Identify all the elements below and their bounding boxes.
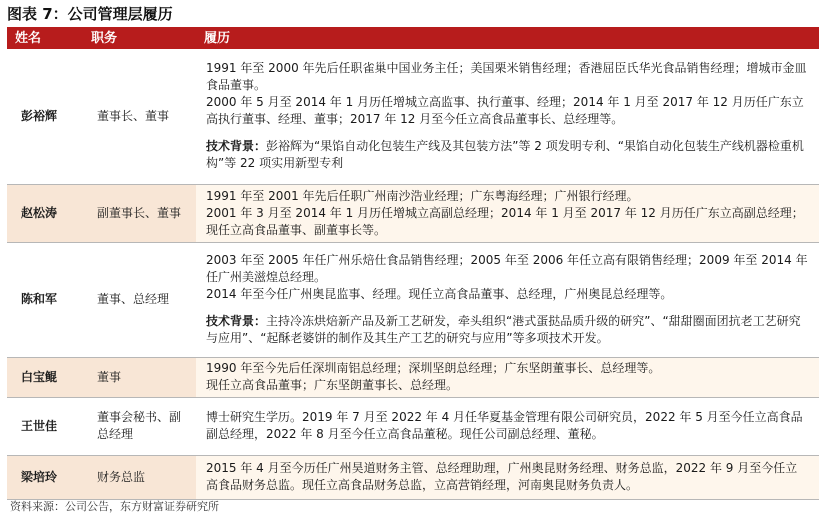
exec-name: 梁培玲 [7,455,83,499]
table-row [7,184,819,242]
exec-position: 董事 [83,357,196,397]
tech-background-text: 主持冷冻烘焙新产品及新工艺研发，牵头组织“港式蛋挞品质升级的研究”、“甜甜圈面团抗老工艺研究与应用”、“起酥老婆饼的制作及其生产工艺的研究与应用”等多项技术开发。 [206,314,801,345]
table-row [7,397,819,455]
exec-name: 陈和军 [7,242,83,357]
header-name: 姓名 [7,29,83,49]
tech-background-text: 彭裕辉为“果馅自动化包装生产线及其包装方法”等 2 项发明专利、“果馅自动化包装生产线机器检重机构”等 22 项实用新型专利 [206,139,804,171]
exec-position: 副董事长、董事 [83,184,196,242]
bio-paragraph: 1991 年至 2000 年先后任职雀巢中国业务主任；美国栗米销售经理；香港屈臣氏华光食品销售经理；增城市金皿食品董事。 [206,61,807,93]
bio-paragraph: 1991 年至 2001 年先后任职广州南沙浩业经理；广东粤海经理；广州银行经理。 [206,188,639,203]
exec-name: 白宝鲲 [7,357,83,397]
exec-bio [196,184,819,242]
bio-tech-paragraph [206,138,809,172]
table-row [7,455,819,499]
bio-paragraph: 2003 年至 2005 年任广州乐焙仕食品销售经理；2005 年至 2006 年任立高有限销售经理；2009 年至 2014 年任广州美滋煌总经理。 [206,253,808,284]
bio-paragraph: 2000 年 5 月至 2014 年 1 月历任增城立高监事、执行董事、经理；2014 年 1 月至 2017 年 12 月历任广东立高执行董事、经理、董事；2017 年 12 月至今任立高食品董事长、总经理等。 [206,95,804,127]
bio-paragraph: 2015 年 4 月至今历任广州昊道财务主管、总经理助理，广州奥昆财务经理、财务总监，2022 年 9 月至今任立高食品财务总监。现任立高食品财务总监，立高营销经理，河南奥昆财务负责人。 [206,461,798,492]
exec-position: 财务总监 [83,455,196,499]
bio-paragraph: 2014 年至今任广州奥昆监事、经理。现任立高食品董事、总经理，广州奥昆总经理等。 [206,287,673,301]
bio-paragraph: 1990 年至今先后任深圳南铝总经理；深圳坚朗总经理；广东坚朗董事长、总经理等。 [206,361,661,375]
bio-paragraph: 2001 年 3 月至 2014 年 1 月历任增城立高副总经理；2014 年 1 月至 2017 年 12 月历任广东立高副总经理；现任立高食品董事、副董事长等。 [206,205,804,237]
exec-bio [196,455,819,499]
table-row [7,49,819,184]
figure-title: 图表 7：公司管理层履历 [7,5,173,23]
table-row [7,242,819,357]
exec-bio [196,49,819,184]
exec-position: 董事长、董事 [83,49,196,184]
bio-paragraph: 博士研究生学历。2019 年 7 月至 2022 年 4 月任华夏基金管理有限公司研究员，2022 年 5 月至今任立高食品副总经理，2022 年 8 月至今任立高食品董秘。现任公司副总经理、董秘。 [206,410,803,441]
exec-bio [196,357,819,397]
tech-background-label: 技术背景： [206,314,267,328]
exec-position: 董事会秘书、副总经理 [83,397,196,455]
source-note: 资料来源：公司公告，东方财富证券研究所 [10,500,219,513]
exec-bio [196,397,819,455]
tech-background-label: 技术背景： [206,139,267,154]
header-position: 职务 [83,29,196,49]
exec-name: 王世佳 [7,397,83,455]
exec-bio [196,242,819,357]
management-table [7,29,819,500]
table-row [7,357,819,397]
exec-name: 彭裕辉 [7,49,83,184]
bio-tech-paragraph [206,313,809,347]
header-bio: 履历 [196,29,819,49]
table-header-row [7,29,819,49]
exec-position: 董事、总经理 [83,242,196,357]
bio-paragraph: 现任立高食品董事；广东坚朗董事长、总经理。 [206,378,459,392]
exec-name: 赵松涛 [7,184,83,242]
